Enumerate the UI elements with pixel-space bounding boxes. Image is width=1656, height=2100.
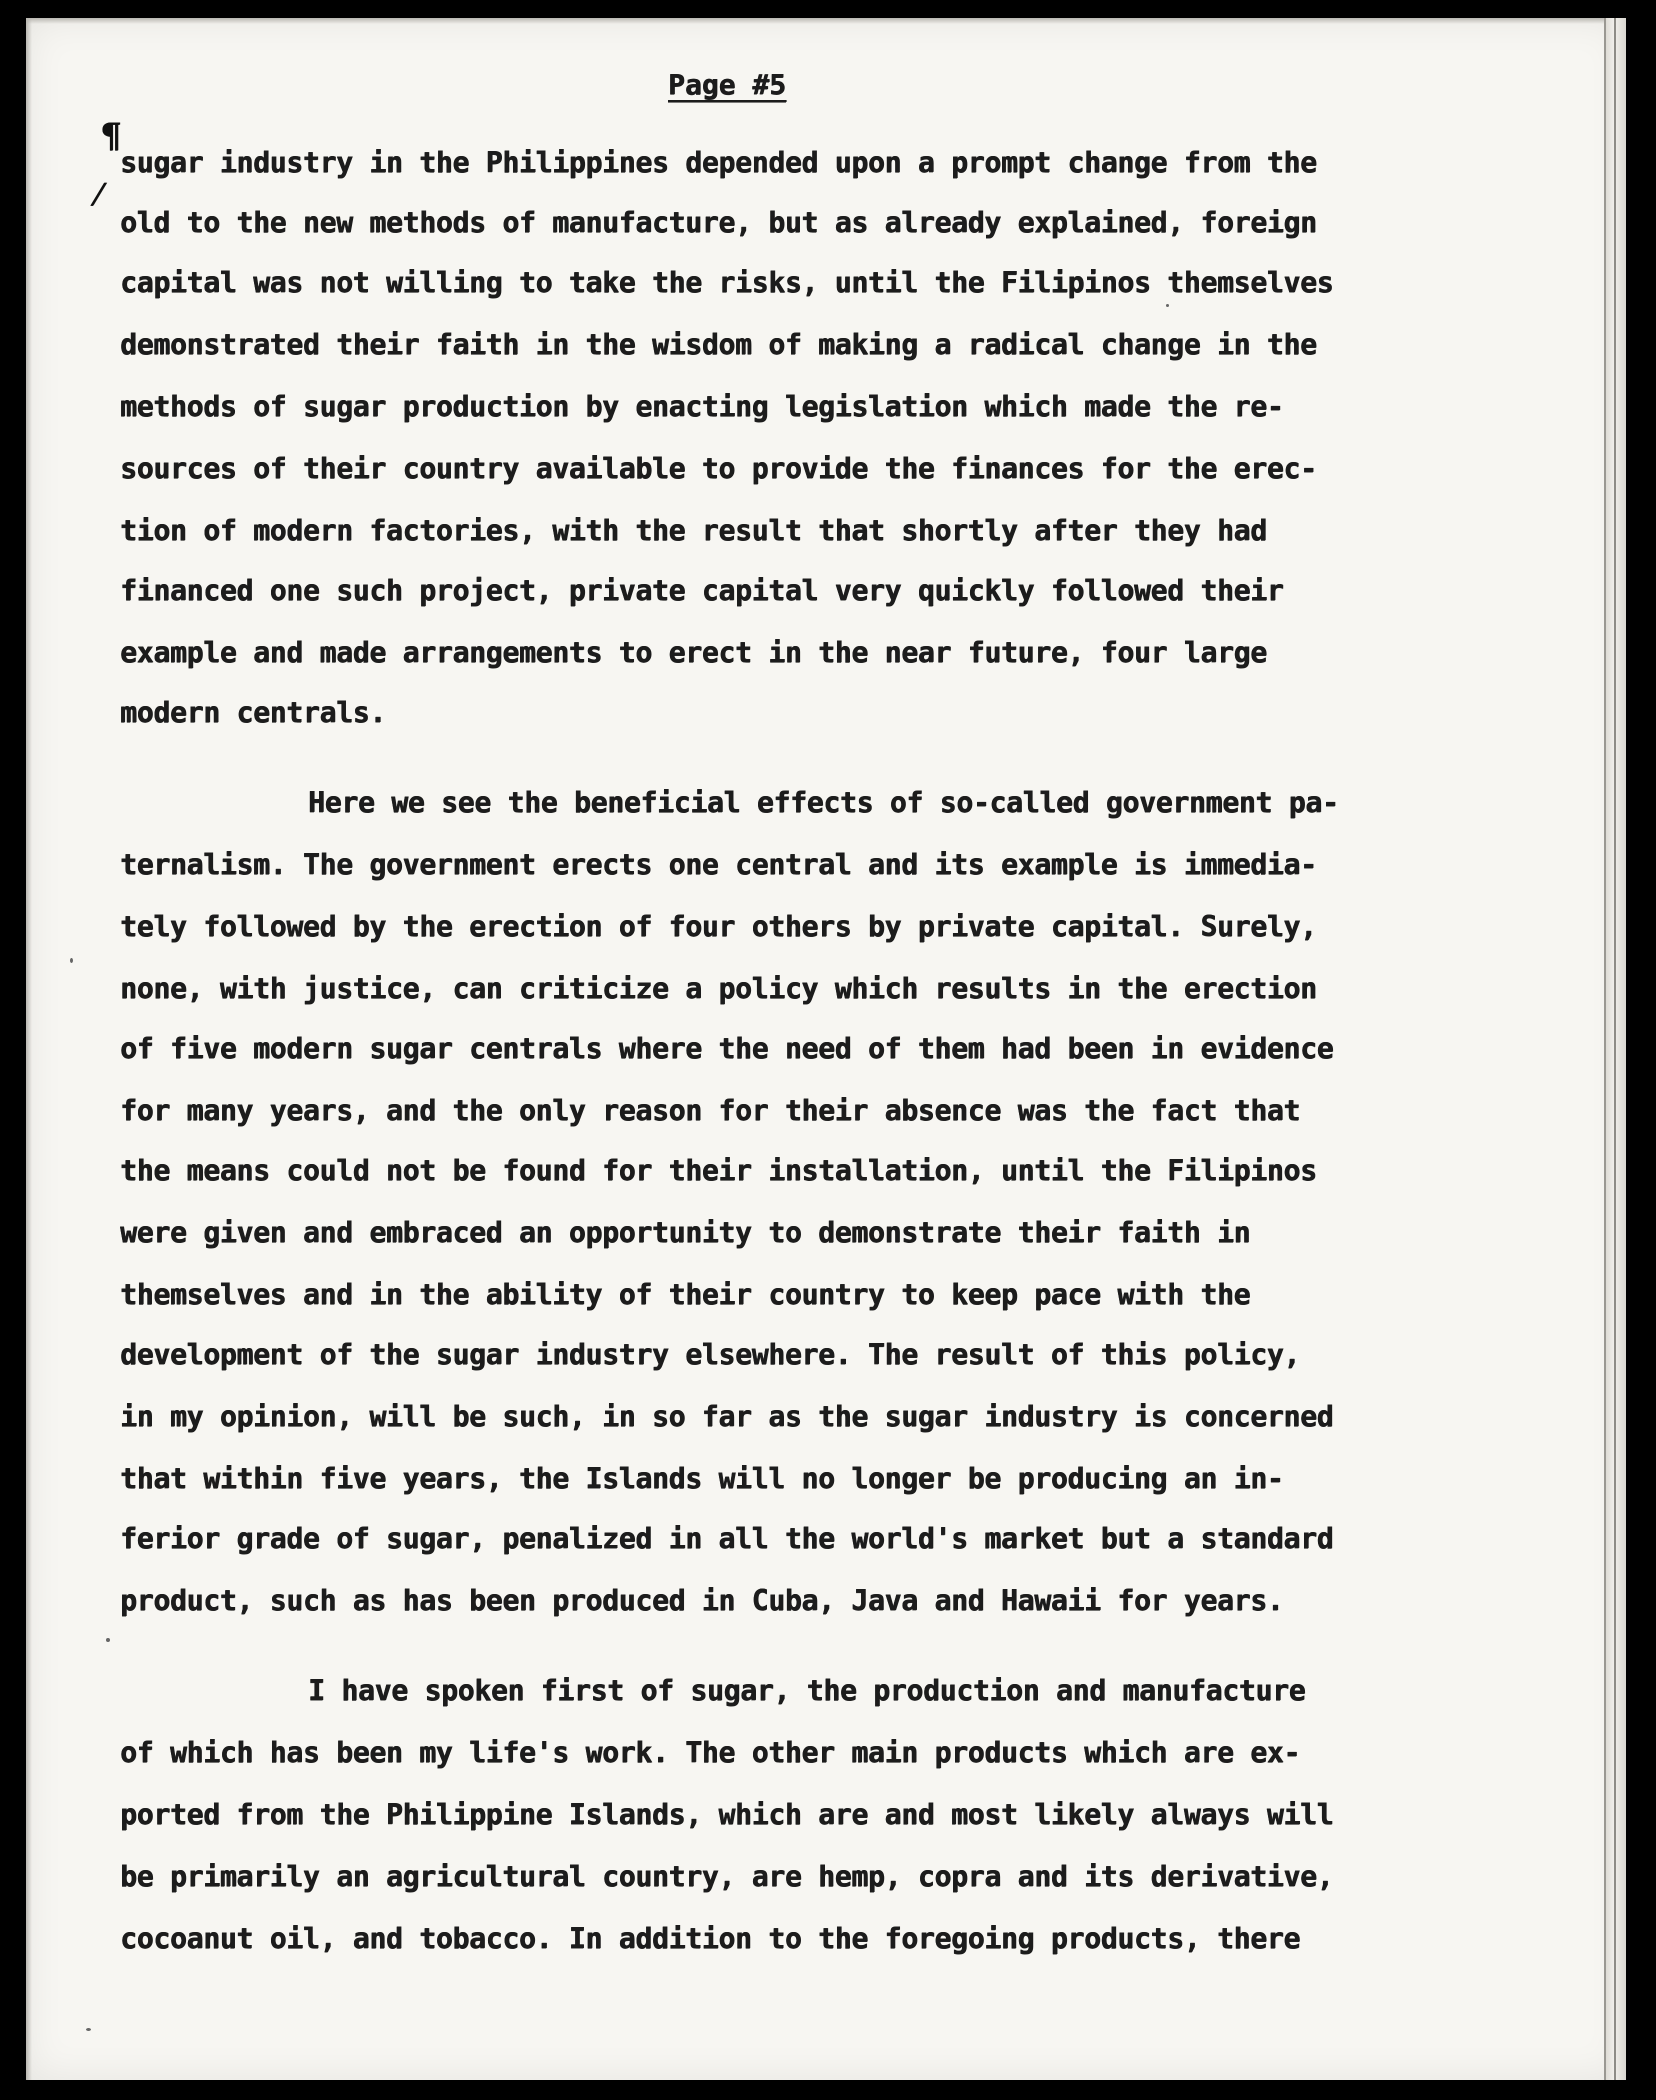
text-line: sugar industry in the Philippines depended upon a prompt change from the [120,146,1317,179]
text-line: in my opinion, will be such, in so far as the sugar industry is concerned [120,1400,1334,1433]
scan-speck [106,1638,110,1642]
text-line: tely followed by the erection of four others by private capital. Surely, [120,910,1317,943]
scan-speck [1166,304,1169,307]
text-line: for many years, and the only reason for their absence was the fact that [120,1094,1301,1127]
text-line: sources of their country available to provide the finances for the erec- [120,452,1317,485]
margin-pencil-mark-2: ⁄ [96,178,102,213]
typed-text-body [26,18,1626,2080]
text-line: themselves and in the ability of their country to keep pace with the [120,1278,1251,1311]
text-line: ternalism. The government erects one central and its example is immedia- [120,848,1317,881]
text-line: ported from the Philippine Islands, which are and most likely always will [120,1798,1334,1831]
text-line: ferior grade of sugar, penalized in all the world's market but a standard [120,1522,1334,1555]
text-line: demonstrated their faith in the wisdom of making a radical change in the [120,328,1317,361]
text-line: of which has been my life's work. The other main products which are ex- [120,1736,1301,1769]
text-line: I have spoken first of sugar, the production and manufacture [308,1674,1306,1707]
text-line: that within five years, the Islands will no longer be producing an in- [120,1462,1284,1495]
text-line: old to the new methods of manufacture, but as already explained, foreign [120,206,1317,239]
text-line: the means could not be found for their installation, until the Filipinos [120,1154,1317,1187]
text-line: modern centrals. [120,696,386,729]
scan-speck [70,958,73,963]
page-number-heading: Page #5 [668,68,787,101]
scan-speck [86,2028,91,2031]
text-line: were given and embraced an opportunity to demonstrate their faith in [120,1216,1251,1249]
text-line: Here we see the beneficial effects of so-called government pa- [308,786,1339,819]
text-line: financed one such project, private capital very quickly followed their [120,574,1284,607]
text-line: tion of modern factories, with the result that shortly after they had [120,514,1267,547]
text-line: of five modern sugar centrals where the need of them had been in evidence [120,1032,1334,1065]
text-line: cocoanut oil, and tobacco. In addition to the foregoing products, there [120,1922,1301,1955]
text-line: product, such as has been produced in Cuba, Java and Hawaii for years. [120,1584,1284,1617]
text-line: be primarily an agricultural country, are hemp, copra and its derivative, [120,1860,1334,1893]
document-page [26,18,1626,2080]
text-line: methods of sugar production by enacting legislation which made the re- [120,390,1284,423]
text-line: example and made arrangements to erect in the near future, four large [120,636,1267,669]
margin-pencil-mark: ¶ [100,116,122,156]
text-line: capital was not willing to take the risks, until the Filipinos themselves [120,266,1334,299]
text-line: none, with justice, can criticize a policy which results in the erection [120,972,1317,1005]
text-line: development of the sugar industry elsewhere. The result of this policy, [120,1338,1301,1371]
